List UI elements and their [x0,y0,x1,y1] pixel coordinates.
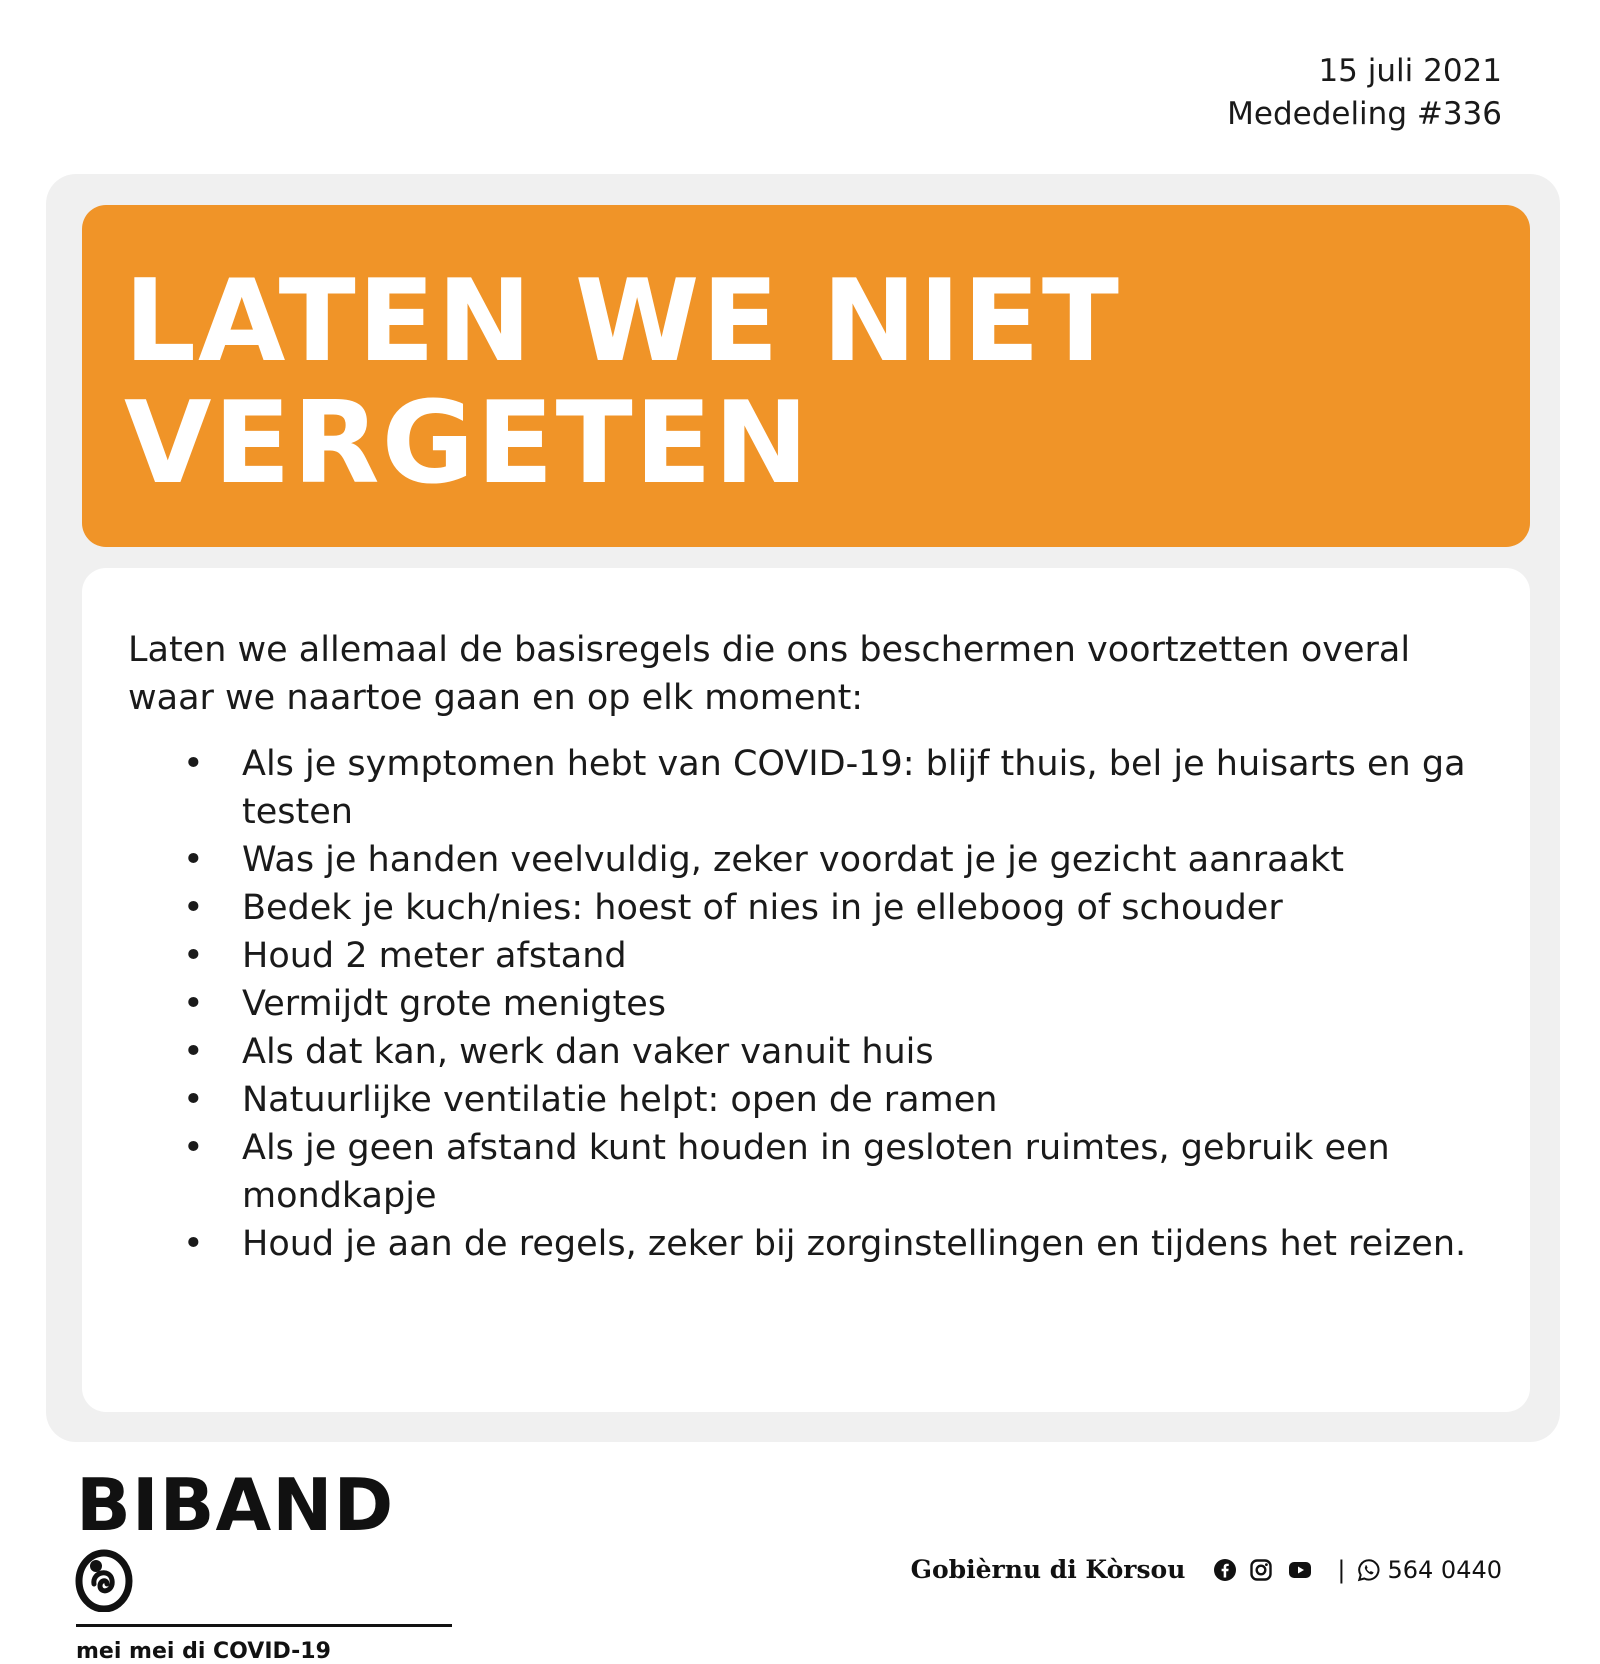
list-item-text: Houd 2 meter afstand [242,936,627,976]
bullet: • [183,840,204,880]
page-title [124,255,1121,509]
list-item [82,884,1530,932]
list-item-text: Bedek je kuch/nies: hoest of nies in je elleboog of schouder [242,888,1283,928]
list-item [82,836,1530,884]
list-item [82,932,1530,980]
bullet: • [183,936,204,976]
page-title-line-1: LATEN WE NIET [124,255,1121,387]
list-item-text: Als dat kan, werk dan vaker vanuit huis [242,1032,934,1072]
bullet: • [183,1080,204,1120]
list-item-text: Vermijdt grote menigtes [242,984,667,1024]
youtube-icon[interactable] [1285,1558,1315,1582]
bullet: • [183,888,204,928]
government-name: Gobièrnu di Kòrsou [910,1555,1186,1584]
header-meta [1227,50,1502,136]
list-item [82,1076,1530,1124]
bullet: • [183,744,204,784]
logo-divider [76,1624,452,1627]
list-item [82,1028,1530,1076]
logo-wordmark: BIBAND [76,1463,395,1547]
list-item-text: Natuurlijke ventilatie helpt: open de ramen [242,1080,998,1120]
list-item-text: Als je geen afstand kunt houden in gesloten ruimtes, gebruik een mondkapje [242,1128,1390,1216]
list-item [82,980,1530,1028]
list-item-text: Houd je aan de regels, zeker bij zorginstellingen en tijdens het reizen. [242,1224,1467,1264]
phone-number: 564 0440 [1387,1555,1502,1584]
bullet: • [183,1128,204,1168]
footer-contact [911,1555,1502,1584]
list-item [82,1220,1530,1268]
list-item-text: Als je symptomen hebt van COVID-19: blijf thuis, bel je huisarts en ga testen [242,744,1466,832]
whatsapp-icon[interactable] [1357,1558,1381,1582]
announcement-date: 15 juli 2021 [1318,53,1502,89]
bullet: • [183,984,204,1024]
list-item [82,740,1530,836]
bibando-swirl-icon [74,1546,134,1612]
announcement-number: Mededeling #336 [1227,96,1502,132]
footer-separator: | [1337,1555,1346,1584]
rules-list [82,740,1530,1268]
bibando-logo [76,1463,452,1664]
title-banner [82,205,1530,547]
list-item [82,1124,1530,1220]
rules-card [82,568,1530,1412]
facebook-icon[interactable] [1213,1558,1237,1582]
list-item-text: Was je handen veelvuldig, zeker voordat je je gezicht aanraakt [242,840,1345,880]
page-title-line-2: VERGETEN [124,377,811,509]
bullet: • [183,1224,204,1264]
logo-tagline: mei mei di COVID-19 [76,1639,331,1664]
instagram-icon[interactable] [1249,1558,1273,1582]
intro-text: Laten we allemaal de basisregels die ons beschermen voortzetten overal waar we naartoe gaan en op elk moment: [128,630,1411,718]
bullet: • [183,1032,204,1072]
